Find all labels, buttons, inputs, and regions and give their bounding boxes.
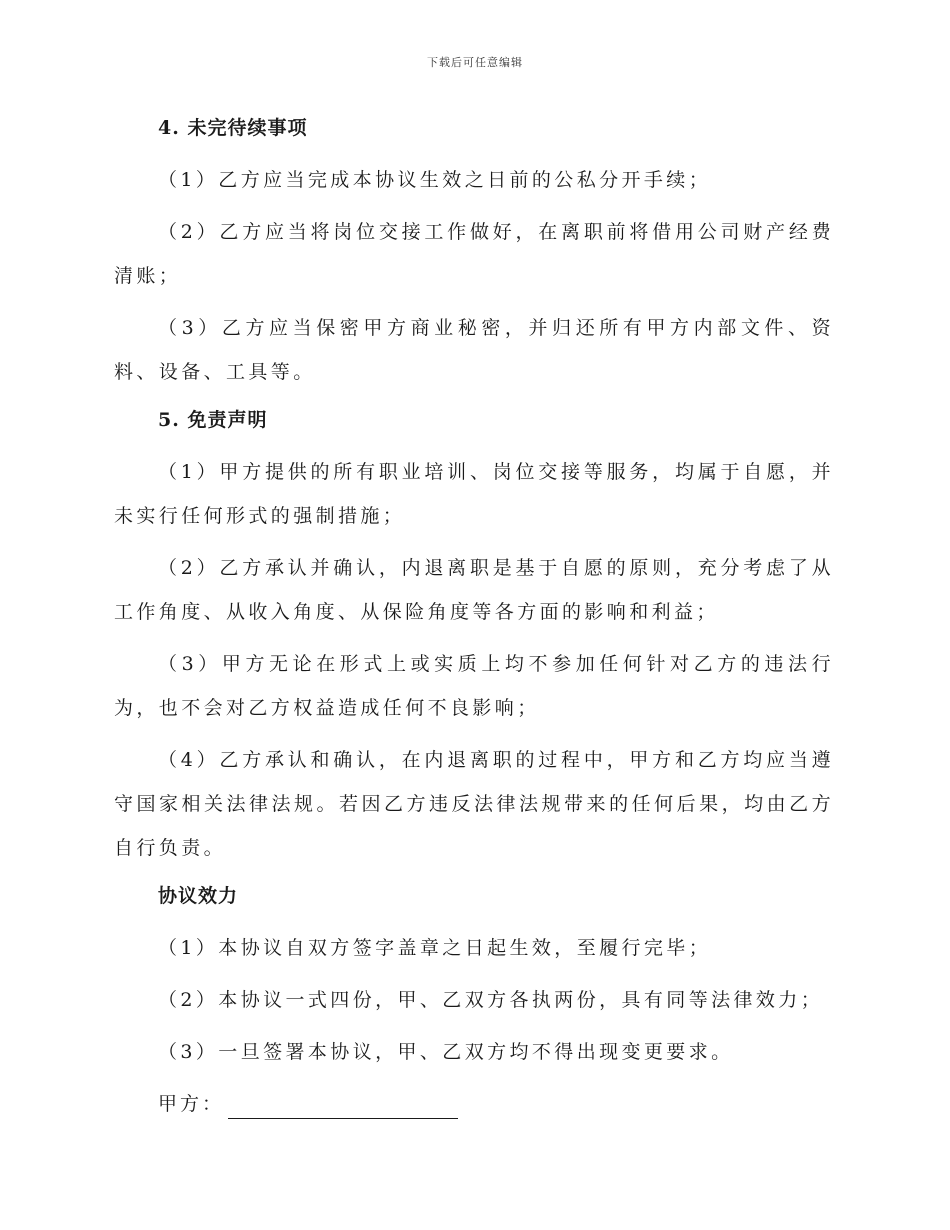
paragraph: （1）本协议自双方签字盖章之日起生效，至履行完毕； — [158, 937, 712, 959]
signature-label: 甲方： — [158, 1093, 225, 1115]
section-disclaimer — [114, 402, 834, 870]
section-agreement-validity — [114, 878, 834, 1074]
paragraph: （1）甲方提供的所有职业培训、岗位交接等服务，均属于自愿，并未实行任何形式的强制措施； — [114, 461, 834, 527]
section-heading: 5. 免责声明 — [158, 409, 268, 431]
paragraph: （1）乙方应当完成本协议生效之日前的公私分开手续； — [158, 169, 712, 191]
page-header: 下载后可任意编辑 — [427, 56, 523, 69]
paragraph: （2）本协议一式四份，甲、乙双方各执两份，具有同等法律效力； — [158, 989, 824, 1011]
paragraph: （2）乙方承认并确认，内退离职是基于自愿的原则，充分考虑了从工作角度、从收入角度、从保险角度等各方面的影响和利益； — [114, 557, 834, 623]
section-heading: 4. 未完待续事项 — [158, 117, 308, 139]
section-pending-matters — [114, 110, 834, 394]
signature-blank[interactable] — [228, 1092, 458, 1119]
paragraph: （3）乙方应当保密甲方商业秘密，并归还所有甲方内部文件、资料、设备、工具等。 — [114, 317, 834, 383]
paragraph: （2）乙方应当将岗位交接工作做好，在离职前将借用公司财产经费清账； — [114, 221, 834, 287]
paragraph: （4）乙方承认和确认，在内退离职的过程中，甲方和乙方均应当遵守国家相关法律法规。若因乙方违反法律法规带来的任何后果，均由乙方自行负责。 — [114, 749, 834, 859]
document-body — [114, 110, 834, 1126]
paragraph: （3）一旦签署本协议，甲、乙双方均不得出现变更要求。 — [158, 1041, 734, 1063]
signature-line-party-a — [114, 1082, 834, 1126]
section-heading: 协议效力 — [158, 885, 239, 907]
paragraph: （3）甲方无论在形式上或实质上均不参加任何针对乙方的违法行为，也不会对乙方权益造成任何不良影响； — [114, 653, 834, 719]
